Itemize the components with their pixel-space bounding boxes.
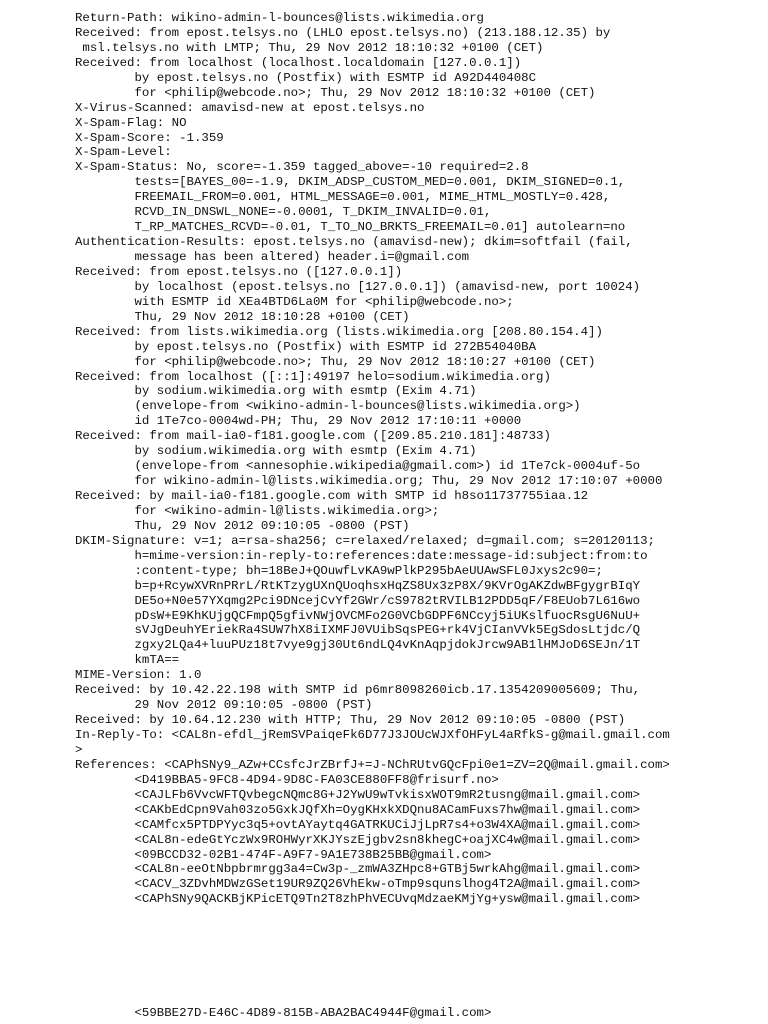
header-line: <D419BBA5-9FC8-4D94-9D8C-FA03CE880FF8@frisurf.no>	[75, 772, 499, 787]
header-line: X-Virus-Scanned: amavisd-new at epost.telsys.no	[75, 100, 425, 115]
header-line: <CAMfcx5PTDPYyc3q5+ovtAYaytq4GATRKUCiJjLpR7s4+o3W4XA@mail.gmail.com>	[75, 817, 641, 832]
header-line: References: <CAPhSNy9_AZw+CCsfcJrZBrfJ+=J-NChRUtvGQcFpi0e1=ZV=2Q@mail.gmail.com>	[75, 757, 670, 772]
header-line: Thu, 29 Nov 2012 18:10:28 +0100 (CET)	[75, 309, 410, 324]
header-line: Received: by 10.64.12.230 with HTTP; Thu, 29 Nov 2012 09:10:05 -0800 (PST)	[75, 713, 626, 728]
header-line: 29 Nov 2012 09:10:05 -0800 (PST)	[75, 698, 373, 713]
header-line: b=p+RcywXVRnPRrL/RtKTzygUXnQUoqhsxHqZS8Ux3zP8X/9KVrOgAKZdwBFgygrBIqY	[75, 578, 641, 593]
header-line: by sodium.wikimedia.org with esmtp (Exim 4.71)	[75, 444, 477, 459]
header-line: <CAKbEdCpn9Vah03zo5GxkJQfXh=OygKHxkXDQnu8ACamFuxs7hw@mail.gmail.com>	[75, 802, 641, 817]
header-line: Received: from localhost (localhost.localdomain [127.0.0.1])	[75, 55, 522, 70]
header-line: Received: from epost.telsys.no (LHLO epost.telsys.no) (213.188.12.35) by	[75, 25, 611, 40]
header-line: by epost.telsys.no (Postfix) with ESMTP id A92D440408C	[75, 70, 537, 85]
header-line: sVJgDeuhYEriekRa4SUW7hX8iIXMFJ0VUibSqsPEG+rk4VjCIanVVk5EgSdosLtjdc/Q	[75, 623, 641, 638]
header-line: X-Spam-Score: -1.359	[75, 130, 224, 145]
header-line: <CACV_3ZDvhMDWzGSet19UR9ZQ26VhEkw-oTmp9squnslhog4T2A@mail.gmail.com>	[75, 877, 641, 892]
header-line: for <philip@webcode.no>; Thu, 29 Nov 2012 18:10:32 +0100 (CET)	[75, 85, 596, 100]
header-line: MIME-Version: 1.0	[75, 668, 202, 683]
header-line: <CAL8n-eeOtNbpbrmrgg3a4=Cw3p-_zmWA3ZHpc8+GTBj5wrkAhg@mail.gmail.com>	[75, 862, 641, 877]
header-line: by epost.telsys.no (Postfix) with ESMTP id 272B54040BA	[75, 339, 537, 354]
raw-email-headers	[75, 11, 670, 907]
header-line: Authentication-Results: epost.telsys.no (amavisd-new); dkim=softfail (fail,	[75, 235, 633, 250]
header-line: <CAL8n-edeGtYczWx9ROHWyrXKJYszEjgbv2sn8khegC+oajXC4w@mail.gmail.com>	[75, 832, 641, 847]
header-line: Return-Path: wikino-admin-l-bounces@lists.wikimedia.org	[75, 11, 484, 25]
references-trailing-entry: <59BBE27D-E46C-4D89-815B-ABA2BAC4944F@gmail.com>	[75, 1006, 492, 1020]
header-line: X-Spam-Level:	[75, 145, 172, 160]
header-line: Received: by mail-ia0-f181.google.com with SMTP id h8so11737755iaa.12	[75, 489, 589, 503]
header-line: with ESMTP id XEa4BTD6La0M for <philip@webcode.no>;	[75, 294, 514, 309]
header-line: In-Reply-To: <CAL8n-efdl_jRemSVPaiqeFk6D77J3JOUcWJXfOHFyL4aRfkS-g@mail.gmail.com	[75, 728, 670, 742]
header-line: (envelope-from <annesophie.wikipedia@gmail.com>) id 1Te7ck-0004uf-5o	[75, 459, 641, 474]
header-line: Received: from lists.wikimedia.org (lists.wikimedia.org [208.80.154.4])	[75, 324, 603, 339]
header-line: (envelope-from <wikino-admin-l-bounces@lists.wikimedia.org>)	[75, 399, 581, 414]
header-line: T_RP_MATCHES_RCVD=-0.01, T_TO_NO_BRKTS_FREEMAIL=0.01] autolearn=no	[75, 220, 626, 235]
header-line: h=mime-version:in-reply-to:references:date:message-id:subject:from:to	[75, 548, 648, 563]
header-line: tests=[BAYES_00=-1.9, DKIM_ADSP_CUSTOM_MED=0.001, DKIM_SIGNED=0.1,	[75, 175, 626, 190]
header-line: by localhost (epost.telsys.no [127.0.0.1]) (amavisd-new, port 10024)	[75, 279, 641, 294]
header-line: kmTA==	[75, 653, 180, 668]
header-line: X-Spam-Flag: NO	[75, 115, 187, 130]
header-line: zgxy2LQa4+luuPUz18t7vye9gj30Ut6ndLQ4vKnAqpjdokJrcw9AB1lHMJoD6SEJn/1T	[75, 638, 641, 653]
header-line: id 1Te7co-0004wd-PH; Thu, 29 Nov 2012 17:10:11 +0000	[75, 414, 522, 429]
header-line: for wikino-admin-l@lists.wikimedia.org; Thu, 29 Nov 2012 17:10:07 +0000	[75, 474, 663, 489]
header-line: pDsW+E9KhKUjgQCFmpQ5gfivNWjOVCMFo2G0VCbGDPF6NCcyj5iUKslfuocRsgU6NuU+	[75, 608, 641, 623]
header-line: message has been altered) header.i=@gmail.com	[75, 250, 470, 264]
header-line: msl.telsys.no with LMTP; Thu, 29 Nov 2012 18:10:32 +0100 (CET)	[75, 40, 544, 55]
header-line: <09BCCD32-02B1-474F-A9F7-9A1E738B25BB@gmail.com>	[75, 847, 492, 862]
header-line: Received: from epost.telsys.no ([127.0.0.1])	[75, 264, 403, 279]
header-line: DE5o+N0e57YXqmg2Pci9DNcejCvYf2GWr/cS9782tRVILB12PDD5qF/F8EUob7L616wo	[75, 593, 641, 608]
header-line: >	[75, 742, 83, 757]
header-line: Received: from mail-ia0-f181.google.com ([209.85.210.181]:48733)	[75, 429, 551, 444]
header-line: for <wikino-admin-l@lists.wikimedia.org>;	[75, 503, 440, 518]
header-line: X-Spam-Status: No, score=-1.359 tagged_above=-10 required=2.8	[75, 160, 529, 175]
header-line: DKIM-Signature: v=1; a=rsa-sha256; c=relaxed/relaxed; d=gmail.com; s=20120113;	[75, 533, 655, 548]
header-line: by sodium.wikimedia.org with esmtp (Exim 4.71)	[75, 384, 477, 399]
header-line: Received: by 10.42.22.198 with SMTP id p6mr8098260icb.17.1354209005609; Thu,	[75, 683, 641, 698]
header-line: <CAPhSNy9QACKBjKPicETQ9Tn2T8zhPhVECUvqMdzaeKMjYg+ysw@mail.gmail.com>	[75, 892, 641, 907]
header-line: RCVD_IN_DNSWL_NONE=-0.0001, T_DKIM_INVALID=0.01,	[75, 205, 492, 220]
header-line: FREEMAIL_FROM=0.001, HTML_MESSAGE=0.001, MIME_HTML_MOSTLY=0.428,	[75, 190, 611, 205]
header-line: Thu, 29 Nov 2012 09:10:05 -0800 (PST)	[75, 518, 410, 533]
header-line: <CAJLFb6VvcWFTQvbegcNQmc8G+J2YwU9wTvkisxWOT9mR2tusng@mail.gmail.com>	[75, 787, 641, 802]
header-line: for <philip@webcode.no>; Thu, 29 Nov 2012 18:10:27 +0100 (CET)	[75, 354, 596, 369]
header-line: :content-type; bh=18BeJ+QOuwfLvKA9wPlkP295bAeUUAwSFL0Jxys2c90=;	[75, 563, 603, 578]
header-line: Received: from localhost ([::1]:49197 helo=sodium.wikimedia.org)	[75, 369, 551, 384]
